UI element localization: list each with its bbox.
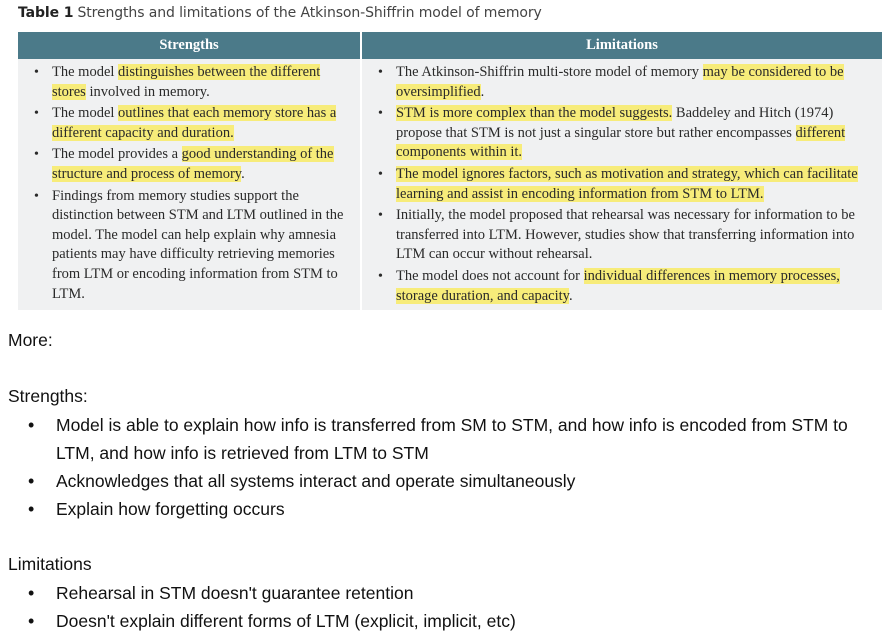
highlighted-text: The model ignores factors, such as motivation and strategy, which can facilitate learning and assist in encoding information from STM to LTM. [396,165,858,202]
item-text: Initially, the model proposed that rehearsal was necessary for information to be transferred into LTM. However, studies show that transferring information into LTM can occur without rehearsal. [396,207,855,263]
highlighted-text: different components within it. [396,124,846,161]
item-text: Baddeley and Hitch (1974) propose that STM is not just a singular store but rather encompasses [396,105,834,141]
list-item: • Doesn't explain different forms of LTM (explicit, implicit, etc) [28,607,888,635]
limitations-item [376,206,876,265]
notes-limitations-list [28,579,888,635]
list-item: • Model is able to explain how info is transferred from SM to STM, and how info is encoded from STM to LTM, and how info is retrieved from LTM to STM [28,411,888,467]
table-caption-label: Table 1 [18,5,74,21]
notes-strengths-label: Strengths: [8,386,88,406]
strengths-item [32,187,356,305]
limitations-item [376,267,876,306]
item-text: . [480,83,485,100]
table-caption-text: Strengths and limitations of the Atkinson-Shiffrin model of memory [77,5,542,21]
list-item: • Rehearsal in STM doesn't guarantee retention [28,579,888,607]
list-item: • Acknowledges that all systems interact and operate simultaneously [28,467,888,495]
highlighted-text: distinguishes between the different stores [52,64,321,100]
notes-limitations-label: Limitations [8,554,92,574]
column-divider [360,32,362,310]
item-text: The model provides a [52,146,182,163]
limitations-list [376,63,876,308]
strengths-item [32,145,356,184]
item-text: The model [52,64,119,80]
highlighted-text: individual differences in memory processes, storage duration, and capacity [396,267,840,304]
limitations-item [376,165,876,204]
item-text: The model does not account for [396,267,584,284]
item-text: The Atkinson-Shiffrin multi-store model of memory [396,64,703,80]
strengths-header: Strengths [18,32,360,59]
limitations-item [376,63,876,102]
highlighted-text: may be considered to be oversimplified [396,64,844,100]
notes-strengths-list [28,411,888,523]
item-text: . [569,287,573,304]
limitations-header: Limitations [362,32,882,59]
strengths-limitations-table [18,32,882,310]
table-caption [18,5,542,21]
item-text: The model [52,105,119,122]
highlighted-text: STM is more complex than the model suggests. [396,105,673,122]
limitations-item [376,104,876,163]
highlighted-text: outlines that each memory store has a different capacity and duration. [52,105,337,141]
strengths-item [32,63,356,102]
item-text: involved in memory. [85,83,210,100]
list-item: • Explain how forgetting occurs [28,495,888,523]
highlighted-text: good understanding of the structure and process of memory [52,146,334,182]
strengths-list [32,63,356,306]
more-label: More: [8,330,53,350]
item-text: Findings from memory studies support the distinction between STM and LTM outlined in the model. The model can help explain why amnesia patients may have difficulty retrieving memories from LTM or encoding information from STM to LTM. [52,187,344,302]
item-text: . [241,165,245,182]
strengths-item [32,104,356,143]
